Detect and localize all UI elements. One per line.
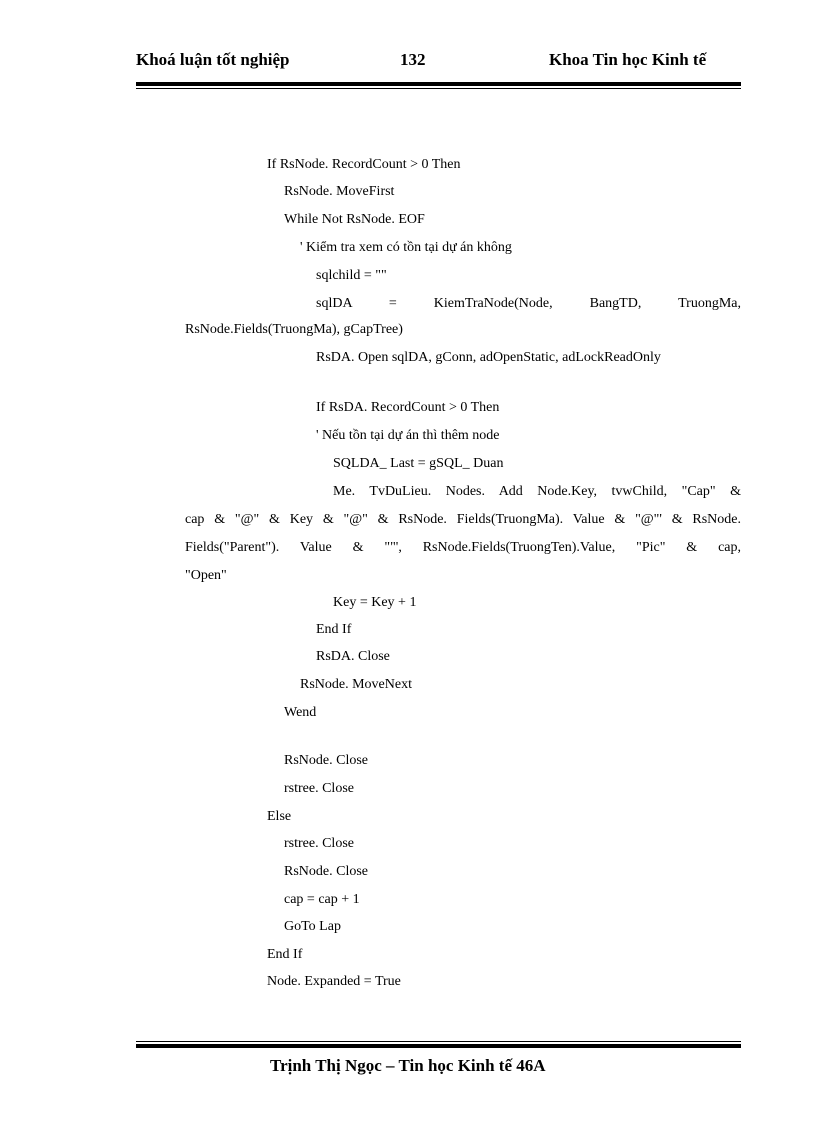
code-line: RsNode. MoveNext <box>300 677 412 692</box>
footer-author: Trịnh Thị Ngọc – Tin học Kinh tế 46A <box>270 1056 546 1075</box>
footer-rule-thin <box>136 1041 741 1042</box>
code-comment: ' Nếu tồn tại dự án thì thêm node <box>316 428 500 443</box>
code-line: RsNode. MoveFirst <box>284 184 395 199</box>
code-line: RsDA. Open sqlDA, gConn, adOpenStatic, adLockReadOnly <box>316 350 661 365</box>
code-line-wrapped: Me. TvDuLieu. Nodes. Add Node.Key, tvwChild, "Cap" & <box>333 484 741 499</box>
code-line: Key = Key + 1 <box>333 595 417 610</box>
code-line: rstree. Close <box>284 836 354 851</box>
code-line: End If <box>267 947 303 962</box>
footer-rule-thick <box>136 1044 741 1048</box>
code-line: Wend <box>284 705 317 720</box>
header-rule-thin <box>136 88 741 89</box>
code-line: GoTo Lap <box>284 919 341 934</box>
code-line: If RsDA. RecordCount > 0 Then <box>316 400 500 415</box>
code-line-continuation: Fields("Parent"). Value & ""', RsNode.Fields(TruongTen).Value, "Pic" & cap, <box>185 540 741 555</box>
code-line-continuation: cap & "@" & Key & "@" & RsNode. Fields(TruongMa). Value & "@"' & RsNode. <box>185 512 741 527</box>
code-line: rstree. Close <box>284 781 354 796</box>
header-title-left: Khoá luận tốt nghiệp <box>136 50 290 69</box>
page-number: 132 <box>400 50 426 69</box>
code-line: SQLDA_ Last = gSQL_ Duan <box>333 456 504 471</box>
code-line: Node. Expanded = True <box>267 974 401 989</box>
code-line: cap = cap + 1 <box>284 892 360 907</box>
code-comment: ' Kiểm tra xem có tồn tại dự án không <box>300 240 512 255</box>
header-rule-thick <box>136 82 741 86</box>
code-line: If RsNode. RecordCount > 0 Then <box>267 157 461 172</box>
code-line-continuation: "Open" <box>185 568 227 583</box>
code-line-continuation: RsNode.Fields(TruongMa), gCapTree) <box>185 322 403 337</box>
code-line: RsNode. Close <box>284 864 368 879</box>
code-line: RsDA. Close <box>316 649 390 664</box>
code-line: sqlchild = "" <box>316 268 387 283</box>
code-line: RsNode. Close <box>284 753 368 768</box>
code-line: Else <box>267 809 292 824</box>
code-line: End If <box>316 622 352 637</box>
code-line-wrapped: sqlDA = KiemTraNode(Node, BangTD, TruongMa, <box>316 296 741 311</box>
header-title-right: Khoa Tin học Kinh tế <box>549 50 707 69</box>
code-line: While Not RsNode. EOF <box>284 212 425 227</box>
